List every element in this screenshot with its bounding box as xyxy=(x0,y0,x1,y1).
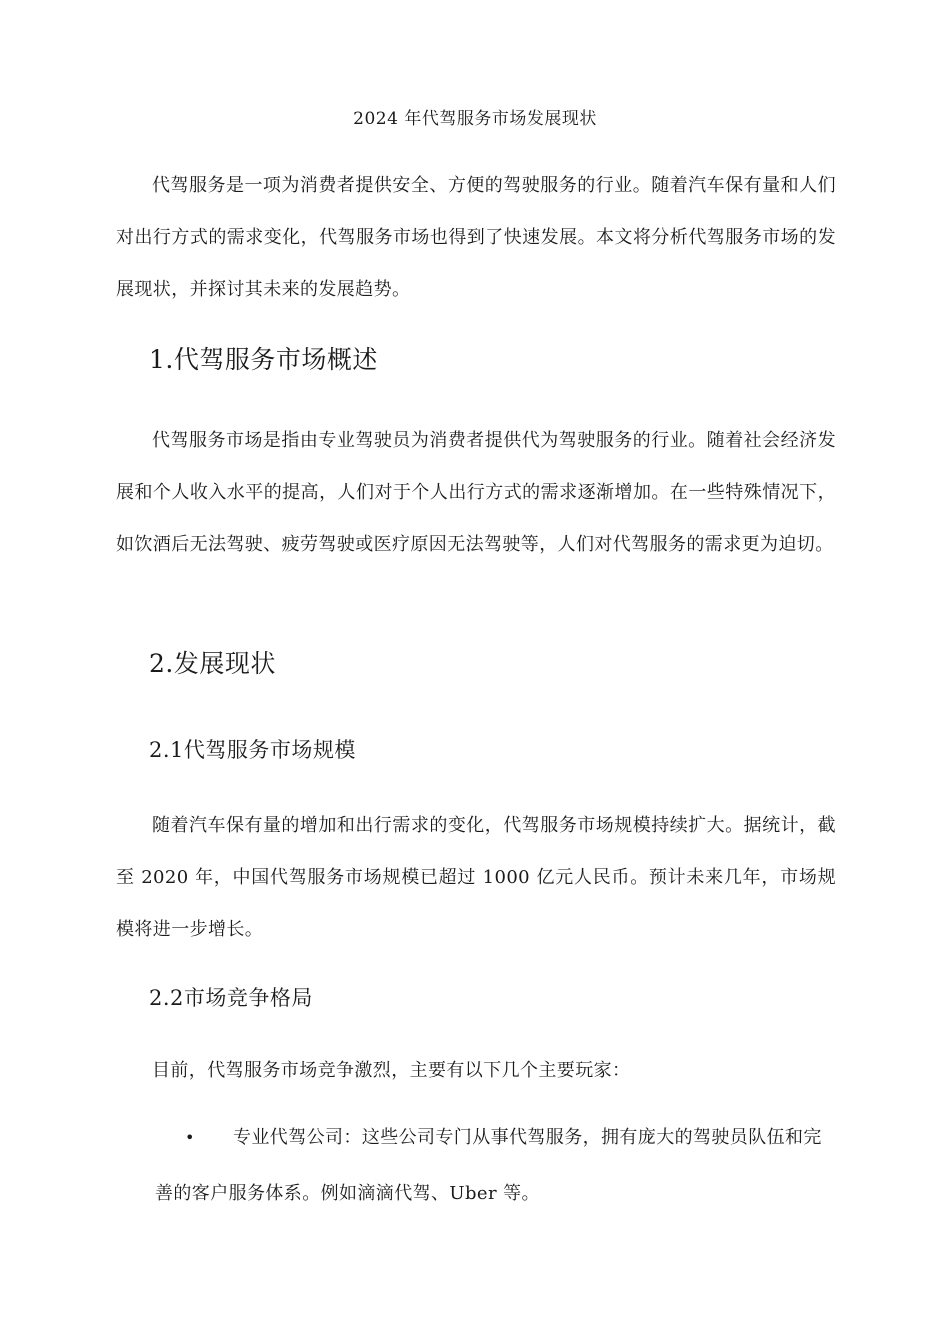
section-2-2-heading: 2.2市场竞争格局 xyxy=(149,986,313,1010)
section-2-2-paragraph: 目前，代驾服务市场竞争激烈，主要有以下几个主要玩家： xyxy=(152,1060,631,1081)
section-2-1-heading: 2.1代驾服务市场规模 xyxy=(149,738,356,762)
document-title: 2024 年代驾服务市场发展现状 xyxy=(353,109,597,129)
section-2-heading: 2.发展现状 xyxy=(149,649,276,678)
list-item xyxy=(155,1110,835,1222)
intro-paragraph: 代驾服务是一项为消费者提供安全、方便的驾驶服务的行业。随着汽车保有量和人们对出行方式的需求变化，代驾服务市场也得到了快速发展。本文将分析代驾服务市场的发展现状，并探讨其未来的发展趋势。 xyxy=(116,175,836,300)
section-1-paragraph: 代驾服务市场是指由专业驾驶员为消费者提供代为驾驶服务的行业。随着社会经济发展和个人收入水平的提高，人们对于个人出行方式的需求逐渐增加。在一些特殊情况下，如饮酒后无法驾驶、疲劳驾驶或医疗原因无法驾驶等，人们对代驾服务的需求更为迫切。 xyxy=(116,430,836,555)
section-1-heading: 1.代驾服务市场概述 xyxy=(149,345,378,374)
bullet-icon: • xyxy=(185,1128,195,1147)
section-2-1-paragraph: 随着汽车保有量的增加和出行需求的变化，代驾服务市场规模持续扩大。据统计，截至 2020 年，中国代驾服务市场规模已超过 1000 亿元人民币。预计未来几年，市场规模将进一步增长。 xyxy=(116,815,836,940)
list-item-text: 专业代驾公司：这些公司专门从事代驾服务，拥有庞大的驾驶员队伍和完善的客户服务体系。例如滴滴代驾、Uber 等。 xyxy=(155,1127,822,1204)
